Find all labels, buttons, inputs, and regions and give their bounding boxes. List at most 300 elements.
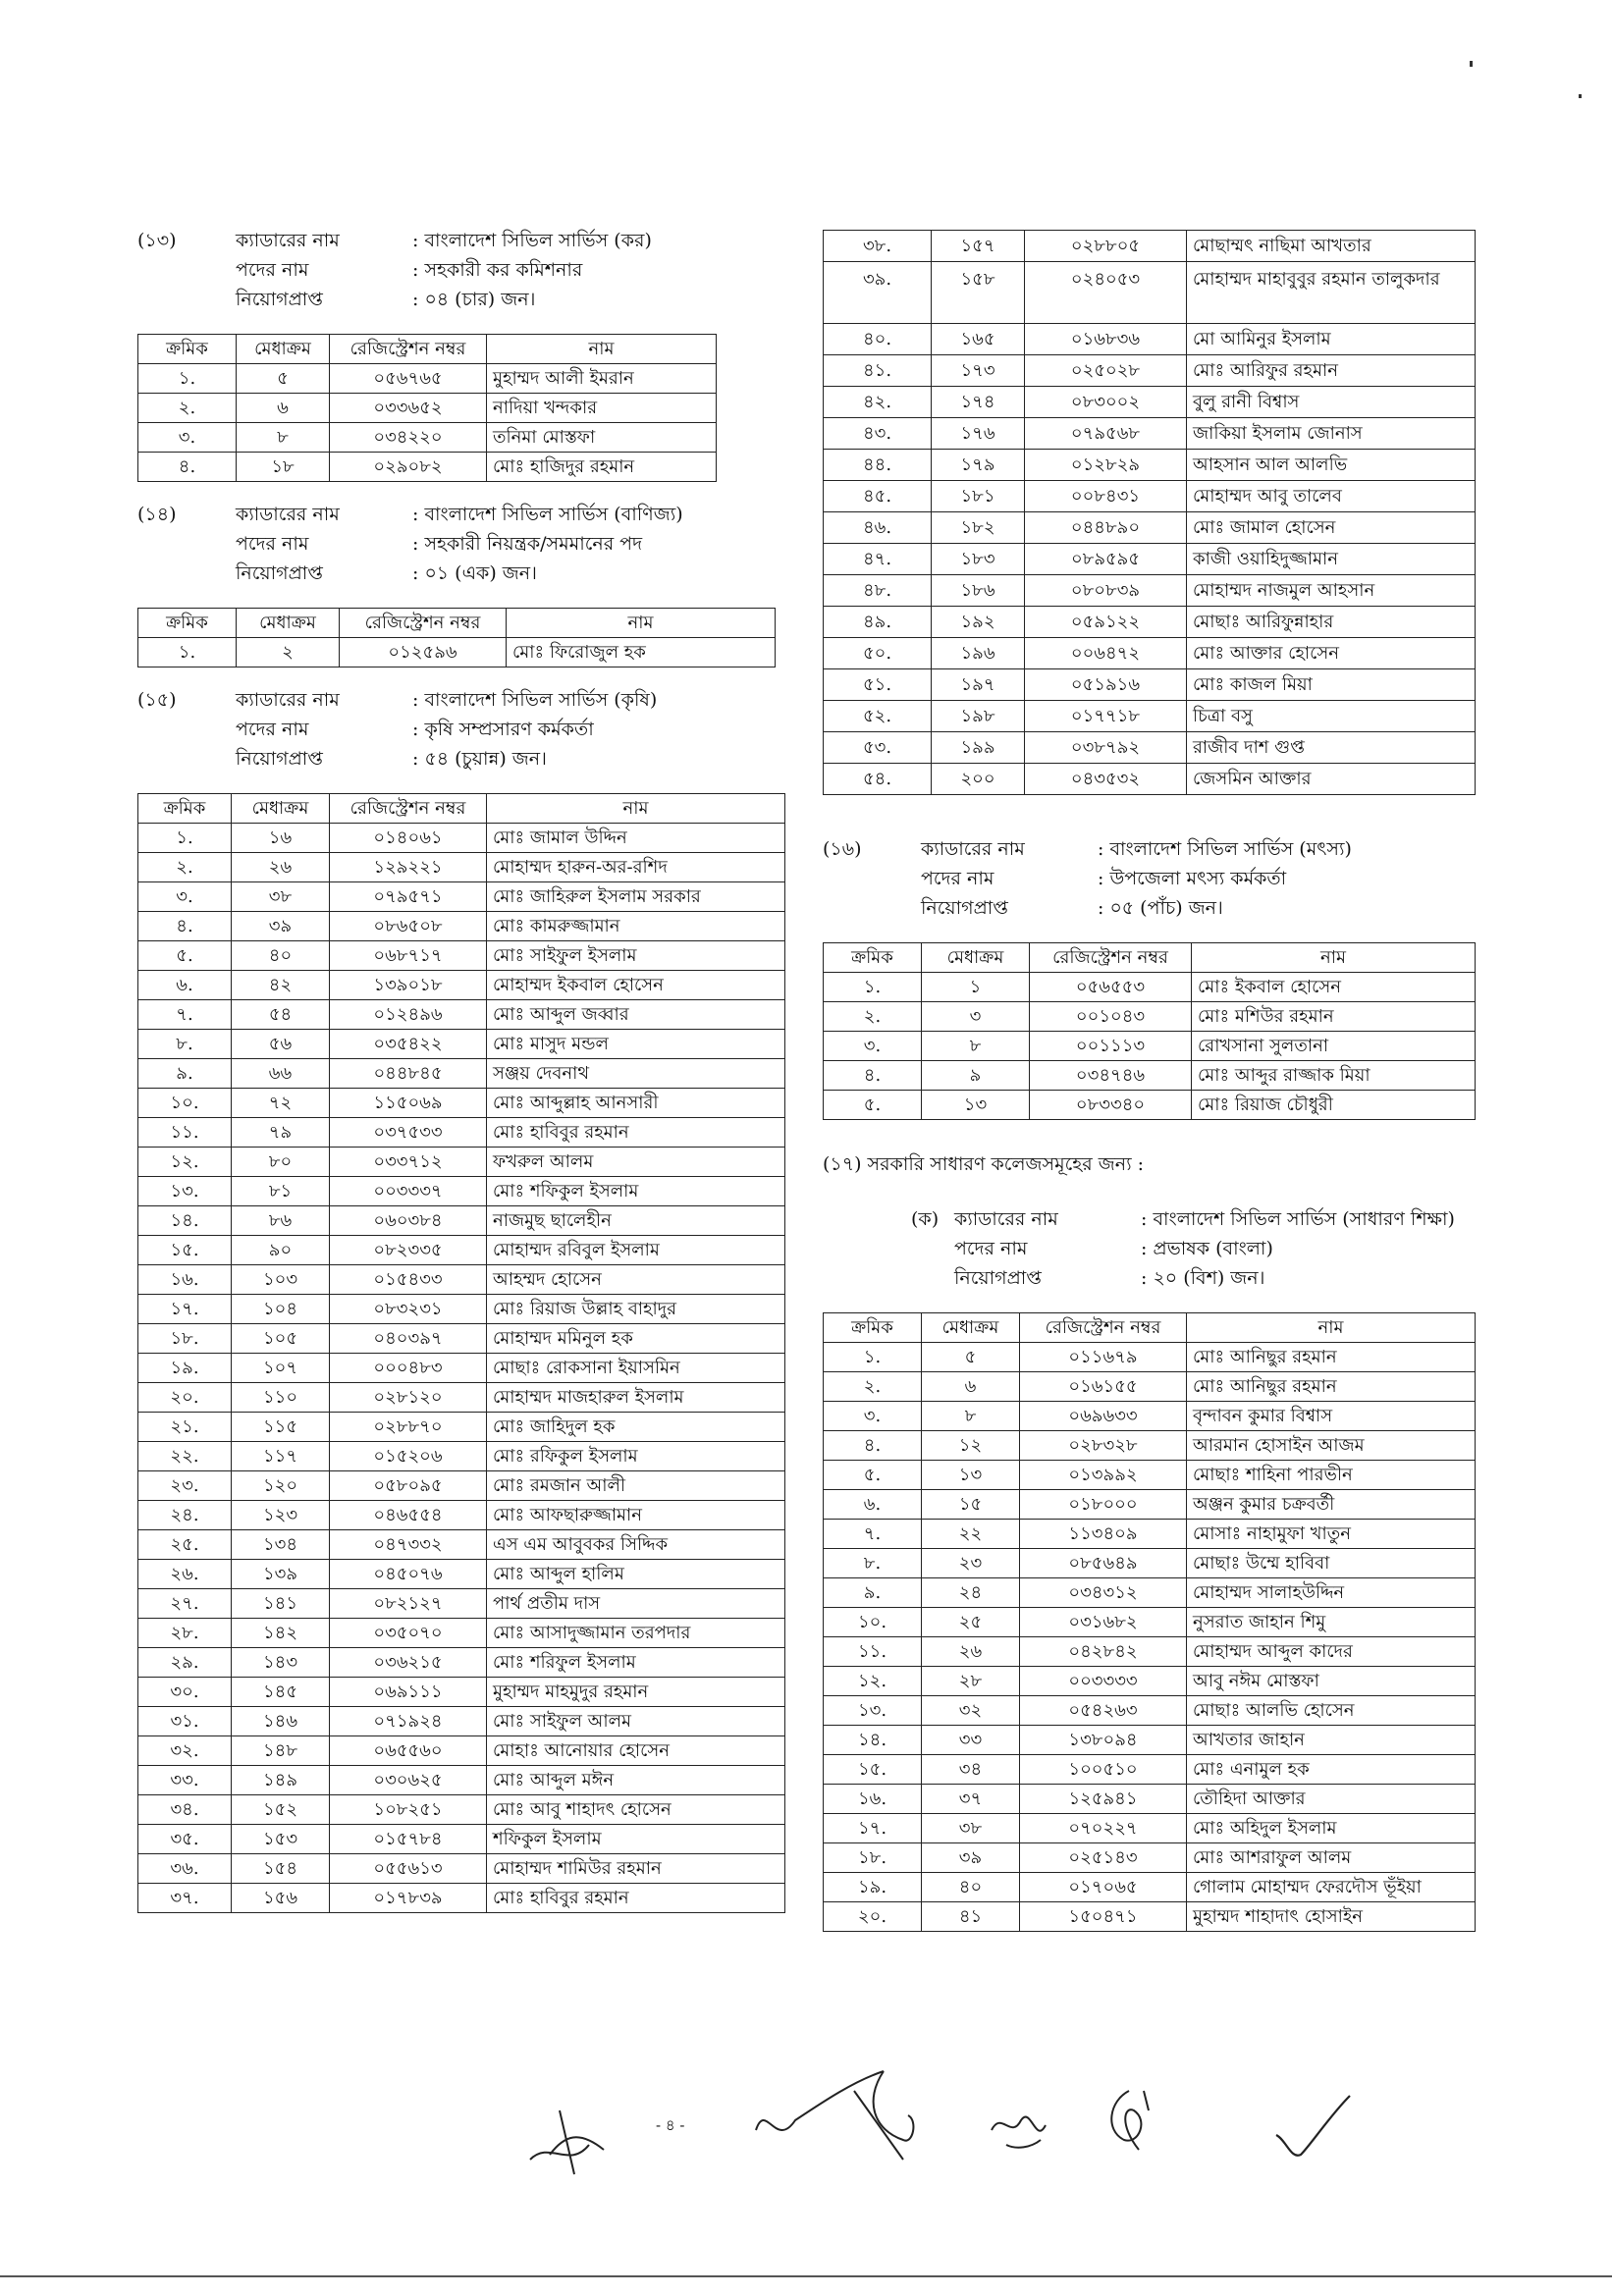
- registration-cell: ০৫৮০৯৫: [330, 1471, 487, 1501]
- merit-cell: ২৩: [922, 1549, 1020, 1578]
- registration-header: রেজিস্ট্রেশন নম্বর: [330, 335, 487, 364]
- registration-cell: ০০৬৪৭২: [1025, 638, 1187, 669]
- table-row: [138, 453, 717, 482]
- merit-cell: ১৭৯: [932, 450, 1025, 481]
- serial-cell: ৩৩.: [138, 1766, 232, 1795]
- registration-cell: ০১৭৭১৮: [1025, 701, 1187, 732]
- merit-cell: ৮১: [232, 1177, 330, 1206]
- name-cell: মো আমিনুর ইসলাম: [1187, 324, 1476, 355]
- registration-cell: ০৫৫৬১৩: [330, 1854, 487, 1884]
- serial-cell: ৩.: [824, 1402, 922, 1431]
- signature-1: [520, 2101, 618, 2179]
- merit-cell: ১৪৫: [232, 1678, 330, 1707]
- section-number: (১৪): [137, 504, 177, 525]
- name-cell: নাদিয়া খন্দকার: [487, 394, 717, 423]
- registration-cell: ১৫০৪৭১: [1020, 1902, 1187, 1932]
- serial-cell: ৩৮.: [824, 231, 932, 262]
- merit-cell: ৮: [922, 1032, 1030, 1061]
- table-row: [824, 262, 1476, 324]
- registration-cell: ০৮২১২৭: [330, 1589, 487, 1619]
- merit-cell: ১৪২: [232, 1619, 330, 1648]
- name-cell: মোঃ আশরাফুল আলম: [1187, 1843, 1476, 1873]
- merit-cell: ২৬: [232, 853, 330, 882]
- serial-cell: ১০.: [138, 1089, 232, 1118]
- name-cell: মোঃ রফিকুল ইসলাম: [487, 1442, 785, 1471]
- serial-cell: ১.: [138, 364, 237, 394]
- table-row: [138, 1148, 785, 1177]
- name-cell: মোহাম্মদ নাজমুল আহসান: [1187, 575, 1476, 607]
- name-cell: আহসান আল আলভি: [1187, 450, 1476, 481]
- merit-cell: ৬: [922, 1372, 1020, 1402]
- table-row: [824, 669, 1476, 701]
- registration-cell: ১১৫০৬৯: [330, 1089, 487, 1118]
- name-cell: তনিমা মোস্তফা: [487, 423, 717, 453]
- registration-cell: ০৩৬২১৫: [330, 1648, 487, 1678]
- table-row: [824, 607, 1476, 638]
- merit-header: মেধাক্রম: [237, 335, 330, 364]
- registration-cell: ১৩৯০১৮: [330, 971, 487, 1000]
- signature-5: [1266, 2091, 1355, 2169]
- table-row: [138, 971, 785, 1000]
- registration-cell: ০৪৩৫৩২: [1025, 764, 1187, 795]
- table-row: [824, 1461, 1476, 1490]
- name-cell: আখতার জাহান: [1187, 1726, 1476, 1755]
- table-header-row: [138, 609, 776, 638]
- merit-cell: ১৫৮: [932, 262, 1025, 324]
- serial-cell: ২২.: [138, 1442, 232, 1471]
- name-cell: ফখরুল আলম: [487, 1148, 785, 1177]
- table-row: [824, 1372, 1476, 1402]
- table-row: [824, 1873, 1476, 1902]
- name-cell: মোঃ ফিরোজুল হক: [507, 638, 776, 667]
- name-cell: মোঃ আব্দুল হালিম: [487, 1560, 785, 1589]
- registration-cell: ০৮৩৩৪০: [1030, 1091, 1192, 1120]
- post-label: পদের নাম: [921, 868, 994, 889]
- table-row: [824, 387, 1476, 418]
- registration-cell: ১২৯২২১: [330, 853, 487, 882]
- name-cell: মোঃ জাহিদুল হক: [487, 1413, 785, 1442]
- table-row: [138, 1501, 785, 1530]
- name-cell: বৃন্দাবন কুমার বিশ্বাস: [1187, 1402, 1476, 1431]
- registration-cell: ০১৫৪৩৩: [330, 1265, 487, 1295]
- table-row: [824, 1814, 1476, 1843]
- serial-cell: ১.: [138, 824, 232, 853]
- name-header: নাম: [1187, 1313, 1476, 1343]
- serial-cell: ৫.: [138, 941, 232, 971]
- merit-cell: ১৮২: [932, 512, 1025, 544]
- registration-cell: ০৮৬৫০৮: [330, 912, 487, 941]
- name-cell: মোঃ হাবিবুর রহমান: [487, 1884, 785, 1913]
- merit-cell: ১৫৬: [232, 1884, 330, 1913]
- table-row: [824, 1637, 1476, 1667]
- merit-cell: ১০৩: [232, 1265, 330, 1295]
- merit-cell: ১১৫: [232, 1413, 330, 1442]
- serial-cell: ৪২.: [824, 387, 932, 418]
- name-cell: মোঃ রিয়াজ চৌধুরী: [1192, 1091, 1476, 1120]
- name-cell: মোছাম্মৎ নাছিমা আখতার: [1187, 231, 1476, 262]
- name-cell: নুসরাত জাহান শিমু: [1187, 1608, 1476, 1637]
- table-row: [138, 638, 776, 667]
- serial-cell: ১৭.: [138, 1295, 232, 1324]
- merit-cell: ৩: [922, 1002, 1030, 1032]
- name-cell: মোহাম্মদ সালাহউদ্দিন: [1187, 1578, 1476, 1608]
- serial-cell: ৪৮.: [824, 575, 932, 607]
- appointed-value: : ০১ (এক) জন।: [412, 562, 537, 584]
- name-cell: আরমান হোসাইন আজম: [1187, 1431, 1476, 1461]
- serial-cell: ৫০.: [824, 638, 932, 669]
- registration-cell: ০৮৯৫৯৫: [1025, 544, 1187, 575]
- serial-cell: ১০.: [824, 1608, 922, 1637]
- name-cell: মোঃ হাবিবুর রহমান: [487, 1118, 785, 1148]
- serial-cell: ৯.: [824, 1578, 922, 1608]
- merit-cell: ৫৪: [232, 1000, 330, 1030]
- name-cell: মোঃ জামাল উদ্দিন: [487, 824, 785, 853]
- merit-cell: ১৯৮: [932, 701, 1025, 732]
- table-row: [824, 638, 1476, 669]
- merit-cell: ৩৮: [922, 1814, 1020, 1843]
- name-cell: মোঃ শফিকুল ইসলাম: [487, 1177, 785, 1206]
- registration-cell: ০২৪০৫৩: [1025, 262, 1187, 324]
- registration-cell: ০৬৫৫৬০: [330, 1736, 487, 1766]
- table-row: [138, 1265, 785, 1295]
- merit-cell: ৮: [922, 1402, 1020, 1431]
- section-13-header: [137, 226, 776, 314]
- registration-cell: ০৩৮৭৯২: [1025, 732, 1187, 764]
- registration-cell: ০০৩৩৩৩: [1020, 1667, 1187, 1696]
- registration-cell: ০৮৩২৩১: [330, 1295, 487, 1324]
- serial-cell: ২৫.: [138, 1530, 232, 1560]
- table-row: [138, 1678, 785, 1707]
- serial-cell: ১৯.: [138, 1354, 232, 1383]
- registration-cell: ০৩৫০৭০: [330, 1619, 487, 1648]
- table-row: [824, 481, 1476, 512]
- post-label: পদের নাম: [236, 533, 309, 555]
- serial-cell: ৭.: [138, 1000, 232, 1030]
- table-row: [824, 1520, 1476, 1549]
- merit-cell: ৮৬: [232, 1206, 330, 1236]
- serial-cell: ৩৬.: [138, 1854, 232, 1884]
- registration-cell: ০৪৪৮৪৫: [330, 1059, 487, 1089]
- section-number: (১৬): [823, 838, 862, 860]
- merit-cell: ৯০: [232, 1236, 330, 1265]
- serial-cell: ২৩.: [138, 1471, 232, 1501]
- section-number: (১৫): [137, 689, 177, 711]
- registration-cell: ১৩৮০৯৪: [1020, 1726, 1187, 1755]
- serial-cell: ১৭.: [824, 1814, 922, 1843]
- scan-speck: [1579, 94, 1582, 98]
- merit-cell: ১৭৬: [932, 418, 1025, 450]
- serial-cell: ৪.: [138, 912, 232, 941]
- table-row: [138, 853, 785, 882]
- merit-cell: ৩৩: [922, 1726, 1020, 1755]
- serial-cell: ১৩.: [138, 1177, 232, 1206]
- table-row: [138, 1884, 785, 1913]
- section-16-table: [823, 942, 1476, 1120]
- serial-cell: ৮.: [824, 1549, 922, 1578]
- page-bottom-rule: [0, 2275, 1612, 2277]
- registration-cell: ০২৯০৮২: [330, 453, 487, 482]
- registration-cell: ০৩০৬২৫: [330, 1766, 487, 1795]
- table-row: [138, 1295, 785, 1324]
- merit-cell: ১৩৯: [232, 1560, 330, 1589]
- table-row: [138, 1236, 785, 1265]
- section-17-table: [823, 1312, 1476, 1932]
- name-cell: জেসমিন আক্তার: [1187, 764, 1476, 795]
- serial-cell: ৯.: [138, 1059, 232, 1089]
- merit-cell: ৪১: [922, 1902, 1020, 1932]
- cadre-label: ক্যাডারের নাম: [236, 230, 340, 251]
- table-row: [138, 1471, 785, 1501]
- serial-cell: ৪৯.: [824, 607, 932, 638]
- serial-cell: ৪৩.: [824, 418, 932, 450]
- serial-cell: ১১.: [824, 1637, 922, 1667]
- table-row: [824, 1726, 1476, 1755]
- name-cell: মোঃ সাইফুল আলম: [487, 1707, 785, 1736]
- serial-header: ক্রমিক: [138, 335, 237, 364]
- registration-cell: ০১১৬৭৯: [1020, 1343, 1187, 1372]
- merit-cell: ৪২: [232, 971, 330, 1000]
- merit-cell: ১৬: [232, 824, 330, 853]
- section-14-header: [137, 500, 776, 588]
- name-cell: কাজী ওয়াহিদুজ্জামান: [1187, 544, 1476, 575]
- name-cell: রাজীব দাশ গুপ্ত: [1187, 732, 1476, 764]
- registration-cell: ০১৫২০৬: [330, 1442, 487, 1471]
- registration-header: রেজিস্ট্রেশন নম্বর: [340, 609, 507, 638]
- name-cell: মোঃ অহিদুল ইসলাম: [1187, 1814, 1476, 1843]
- serial-cell: ৪০.: [824, 324, 932, 355]
- signature-4: [1090, 2081, 1168, 2160]
- serial-cell: ২০.: [824, 1902, 922, 1932]
- merit-cell: ৩৯: [922, 1843, 1020, 1873]
- merit-cell: ১৫: [922, 1490, 1020, 1520]
- serial-cell: ১৯.: [824, 1873, 922, 1902]
- merit-cell: ১৭৪: [932, 387, 1025, 418]
- table-row: [138, 394, 717, 423]
- serial-cell: ৩৯.: [824, 262, 932, 324]
- registration-cell: ০৩৪৭৪৬: [1030, 1061, 1192, 1091]
- merit-cell: ৩৯: [232, 912, 330, 941]
- serial-cell: ২৪.: [138, 1501, 232, 1530]
- registration-cell: ০৮৫৬৪৯: [1020, 1549, 1187, 1578]
- merit-cell: ১২: [922, 1431, 1020, 1461]
- merit-cell: ১৩: [922, 1461, 1020, 1490]
- registration-cell: ০৩৭৫৩৩: [330, 1118, 487, 1148]
- table-row: [138, 1795, 785, 1825]
- serial-cell: ৩৫.: [138, 1825, 232, 1854]
- serial-cell: ১.: [138, 638, 237, 667]
- merit-cell: ৩৭: [922, 1785, 1020, 1814]
- registration-cell: ০৬০৩৮৪: [330, 1206, 487, 1236]
- merit-cell: ১০৫: [232, 1324, 330, 1354]
- registration-cell: ০২৮৩২৮: [1020, 1431, 1187, 1461]
- merit-cell: ১২০: [232, 1471, 330, 1501]
- registration-cell: ০০০৪৮৩: [330, 1354, 487, 1383]
- table-row: [824, 701, 1476, 732]
- name-cell: এস এম আবুবকর সিদ্দিক: [487, 1530, 785, 1560]
- registration-cell: ০১৪০৬১: [330, 824, 487, 853]
- name-cell: মোঃ আরিফুর রহমান: [1187, 355, 1476, 387]
- merit-cell: ৪০: [922, 1873, 1020, 1902]
- table-row: [138, 1560, 785, 1589]
- registration-cell: ০৪০৩৯৭: [330, 1324, 487, 1354]
- name-cell: মোহাম্মদ মাজহারুল ইসলাম: [487, 1383, 785, 1413]
- serial-cell: ৫১.: [824, 669, 932, 701]
- serial-cell: ৫.: [824, 1461, 922, 1490]
- merit-cell: ৭২: [232, 1089, 330, 1118]
- table-row: [824, 324, 1476, 355]
- registration-cell: ০১২৮২৯: [1025, 450, 1187, 481]
- serial-cell: ৩৭.: [138, 1884, 232, 1913]
- registration-cell: ০১২৪৯৬: [330, 1000, 487, 1030]
- registration-cell: ০৪৪৮৯০: [1025, 512, 1187, 544]
- registration-header: রেজিস্ট্রেশন নম্বর: [1030, 943, 1192, 973]
- name-cell: মোঃ কামরুজ্জামান: [487, 912, 785, 941]
- table-row: [824, 1549, 1476, 1578]
- serial-header: ক্রমিক: [138, 794, 232, 824]
- table-row: [824, 1402, 1476, 1431]
- registration-cell: ০২৫০২৮: [1025, 355, 1187, 387]
- cadre-value: : বাংলাদেশ সিভিল সার্ভিস (বাণিজ্য): [412, 504, 683, 525]
- merit-cell: ২৮: [922, 1667, 1020, 1696]
- cadre-label: ক্যাডারের নাম: [921, 838, 1025, 860]
- name-header: নাম: [1192, 943, 1476, 973]
- name-cell: অঞ্জন কুমার চক্রবর্তী: [1187, 1490, 1476, 1520]
- name-cell: মোছাঃ আরিফুন্নাহার: [1187, 607, 1476, 638]
- table-row: [824, 1902, 1476, 1932]
- merit-cell: ১০৪: [232, 1295, 330, 1324]
- serial-cell: ১৮.: [824, 1843, 922, 1873]
- registration-cell: ০৭৯৫৭১: [330, 882, 487, 912]
- registration-cell: ০৫৬৫৫৩: [1030, 973, 1192, 1002]
- registration-cell: ০৬৮৭১৭: [330, 941, 487, 971]
- section-15-continued-table: [823, 230, 1476, 795]
- registration-cell: ০১৬৮৩৬: [1025, 324, 1187, 355]
- name-cell: মোঃ আনিছুর রহমান: [1187, 1372, 1476, 1402]
- merit-cell: ১২৩: [232, 1501, 330, 1530]
- table-row: [824, 1608, 1476, 1637]
- name-cell: মোঃ আফছারুজ্জামান: [487, 1501, 785, 1530]
- registration-cell: ০৪২৮৪২: [1020, 1637, 1187, 1667]
- table-row: [138, 1030, 785, 1059]
- name-cell: তৌহিদা আক্তার: [1187, 1785, 1476, 1814]
- name-cell: সঞ্জয় দেবনাথ: [487, 1059, 785, 1089]
- table-row: [138, 882, 785, 912]
- appointed-value: : ৫৪ (চুয়ান্ন) জন।: [412, 748, 547, 770]
- serial-cell: ১৫.: [824, 1755, 922, 1785]
- serial-cell: ২৯.: [138, 1648, 232, 1678]
- registration-cell: ০১৭০৬৫: [1020, 1873, 1187, 1902]
- merit-header: মেধাক্রম: [922, 1313, 1020, 1343]
- name-cell: মোঃ আনিছুর রহমান: [1187, 1343, 1476, 1372]
- cadre-label: ক্যাডারের নাম: [954, 1208, 1058, 1230]
- section-15-table: [137, 793, 785, 1913]
- name-cell: নাজমুছ ছালেহীন: [487, 1206, 785, 1236]
- registration-cell: ০৮২৩৩৫: [330, 1236, 487, 1265]
- table-row: [138, 1707, 785, 1736]
- serial-cell: ৫৩.: [824, 732, 932, 764]
- serial-header: ক্রমিক: [138, 609, 237, 638]
- table-row: [138, 1766, 785, 1795]
- serial-cell: ৭.: [824, 1520, 922, 1549]
- name-cell: মোঃ ইকবাল হোসেন: [1192, 973, 1476, 1002]
- merit-cell: ৩৮: [232, 882, 330, 912]
- serial-cell: ২৬.: [138, 1560, 232, 1589]
- table-row: [824, 1843, 1476, 1873]
- serial-cell: ৪১.: [824, 355, 932, 387]
- serial-cell: ১২.: [138, 1148, 232, 1177]
- merit-cell: ১৯৯: [932, 732, 1025, 764]
- serial-cell: ১১.: [138, 1118, 232, 1148]
- table-row: [824, 1755, 1476, 1785]
- registration-cell: ১০৮২৫১: [330, 1795, 487, 1825]
- table-row: [138, 941, 785, 971]
- merit-cell: ৫৬: [232, 1030, 330, 1059]
- merit-cell: ১৫৪: [232, 1854, 330, 1884]
- merit-cell: ১৮৬: [932, 575, 1025, 607]
- table-row: [824, 1667, 1476, 1696]
- name-cell: আবু নঈম মোস্তফা: [1187, 1667, 1476, 1696]
- registration-cell: ০৩৫৪২২: [330, 1030, 487, 1059]
- merit-cell: ৬: [237, 394, 330, 423]
- merit-cell: ১৭৩: [932, 355, 1025, 387]
- serial-cell: ১৩.: [824, 1696, 922, 1726]
- table-row: [138, 912, 785, 941]
- registration-cell: ০৩১৬৮২: [1020, 1608, 1187, 1637]
- serial-cell: ২.: [824, 1002, 922, 1032]
- serial-cell: ৪.: [138, 453, 237, 482]
- merit-cell: ৮: [237, 423, 330, 453]
- serial-cell: ৩.: [824, 1032, 922, 1061]
- cadre-label: ক্যাডারের নাম: [236, 689, 340, 711]
- registration-cell: ০৪৭৩৩২: [330, 1530, 487, 1560]
- table-row: [138, 1383, 785, 1413]
- registration-cell: ০১৬১৫৫: [1020, 1372, 1187, 1402]
- merit-cell: ৩৪: [922, 1755, 1020, 1785]
- merit-cell: ৪০: [232, 941, 330, 971]
- serial-cell: ১৬.: [138, 1265, 232, 1295]
- table-row: [138, 1059, 785, 1089]
- name-cell: মুহাম্মদ আলী ইমরান: [487, 364, 717, 394]
- table-row: [824, 544, 1476, 575]
- merit-cell: ৩২: [922, 1696, 1020, 1726]
- section-17-heading: (১৭) সরকারি সাধারণ কলেজসমূহের জন্য :: [823, 1153, 1145, 1175]
- post-value: : উপজেলা মৎস্য কর্মকর্তা: [1098, 868, 1287, 889]
- table-row: [138, 1206, 785, 1236]
- registration-cell: ০৮৩০০২: [1025, 387, 1187, 418]
- name-header: নাম: [507, 609, 776, 638]
- table-row: [824, 1696, 1476, 1726]
- table-row: [138, 364, 717, 394]
- merit-cell: ১৯৬: [932, 638, 1025, 669]
- serial-cell: ৫.: [824, 1091, 922, 1120]
- registration-cell: ০০১০৪৩: [1030, 1002, 1192, 1032]
- registration-cell: ০৫১৯১৬: [1025, 669, 1187, 701]
- post-value: : সহকারী নিয়ন্ত্রক/সমমানের পদ: [412, 533, 643, 555]
- registration-cell: ০৫৬৭৬৫: [330, 364, 487, 394]
- name-cell: মোঃ আব্দুল জব্বার: [487, 1000, 785, 1030]
- registration-cell: ১১৩৪০৯: [1020, 1520, 1187, 1549]
- name-cell: শফিকুল ইসলাম: [487, 1825, 785, 1854]
- post-label: পদের নাম: [954, 1238, 1028, 1259]
- merit-header: মেধাক্রম: [232, 794, 330, 824]
- table-row: [824, 1002, 1476, 1032]
- table-row: [824, 732, 1476, 764]
- serial-cell: ৪৬.: [824, 512, 932, 544]
- merit-cell: ৯: [922, 1061, 1030, 1091]
- name-cell: মোঃ মশিউর রহমান: [1192, 1002, 1476, 1032]
- serial-cell: ১৪.: [138, 1206, 232, 1236]
- table-row: [138, 1177, 785, 1206]
